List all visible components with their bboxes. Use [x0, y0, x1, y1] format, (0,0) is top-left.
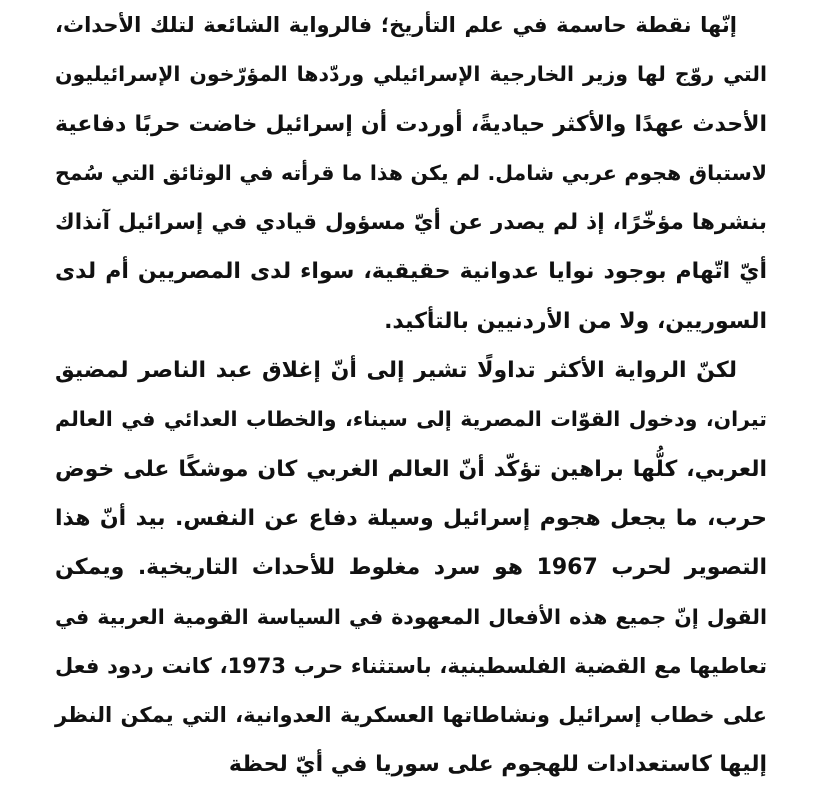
- paragraph-1: [55, 1, 767, 346]
- text-line: القول إنّ جميع هذه الأفعال المعهودة في السياسة القومية العربية في: [55, 604, 767, 629]
- text-line: تعاطيها مع القضية الفلسطينية، باستثناء حرب 1973، كانت ردود فعل: [55, 653, 767, 678]
- text-line: أيّ اتّهام بوجود نوايا عدوانية حقيقية، سواء لدى المصريين أم لدى: [55, 259, 767, 285]
- text-line: الأحدث عهدًا والأكثر حياديةً، أوردت أن إسرائيل خاضت حربًا دفاعية: [55, 111, 767, 137]
- text-line: على خطاب إسرائيل ونشاطاتها العسكرية العدوانية، التي يمكن النظر: [55, 703, 767, 728]
- text-line: بنشرها مؤخّرًا، إذ لم يصدر عن أيّ مسؤول قيادي في إسرائيل آنذاك: [55, 210, 767, 236]
- text-line: التي روّج لها وزير الخارجية الإسرائيلي وردّدها المؤرّخون الإسرائيليون: [55, 62, 767, 87]
- text-line: التصوير لحرب 1967 هو سرد مغلوط للأحداث التاريخية. ويمكن: [55, 555, 767, 581]
- document-page: [55, 1, 767, 790]
- text-line: تيران، ودخول القوّات المصرية إلى سيناء، والخطاب العدائي في العالم: [55, 407, 767, 432]
- text-line: إنّها نقطة حاسمة في علم التأريخ؛ فالرواية الشائعة لتلك الأحداث،: [55, 13, 737, 37]
- text-line: السوريين، ولا من الأردنيين بالتأكيد.: [384, 308, 767, 334]
- text-line: لاستباق هجوم عربي شامل. لم يكن هذا ما قرأته في الوثائق التي سُمح: [55, 160, 767, 185]
- text-line: العربي، كلُّها براهين تؤكّد أنّ العالم الغربي كان موشكًا على خوض: [55, 456, 767, 482]
- text-line: لكنّ الرواية الأكثر تداولًا تشير إلى أنّ إغلاق عبد الناصر لمضيق: [55, 358, 737, 384]
- text-line: إليها كاستعدادات للهجوم على سوريا في أيّ لحظة: [228, 752, 767, 778]
- paragraph-2: [55, 346, 767, 790]
- text-line: حرب، ما يجعل هجوم إسرائيل وسيلة دفاع عن النفس. بيد أنّ هذا: [55, 505, 767, 531]
